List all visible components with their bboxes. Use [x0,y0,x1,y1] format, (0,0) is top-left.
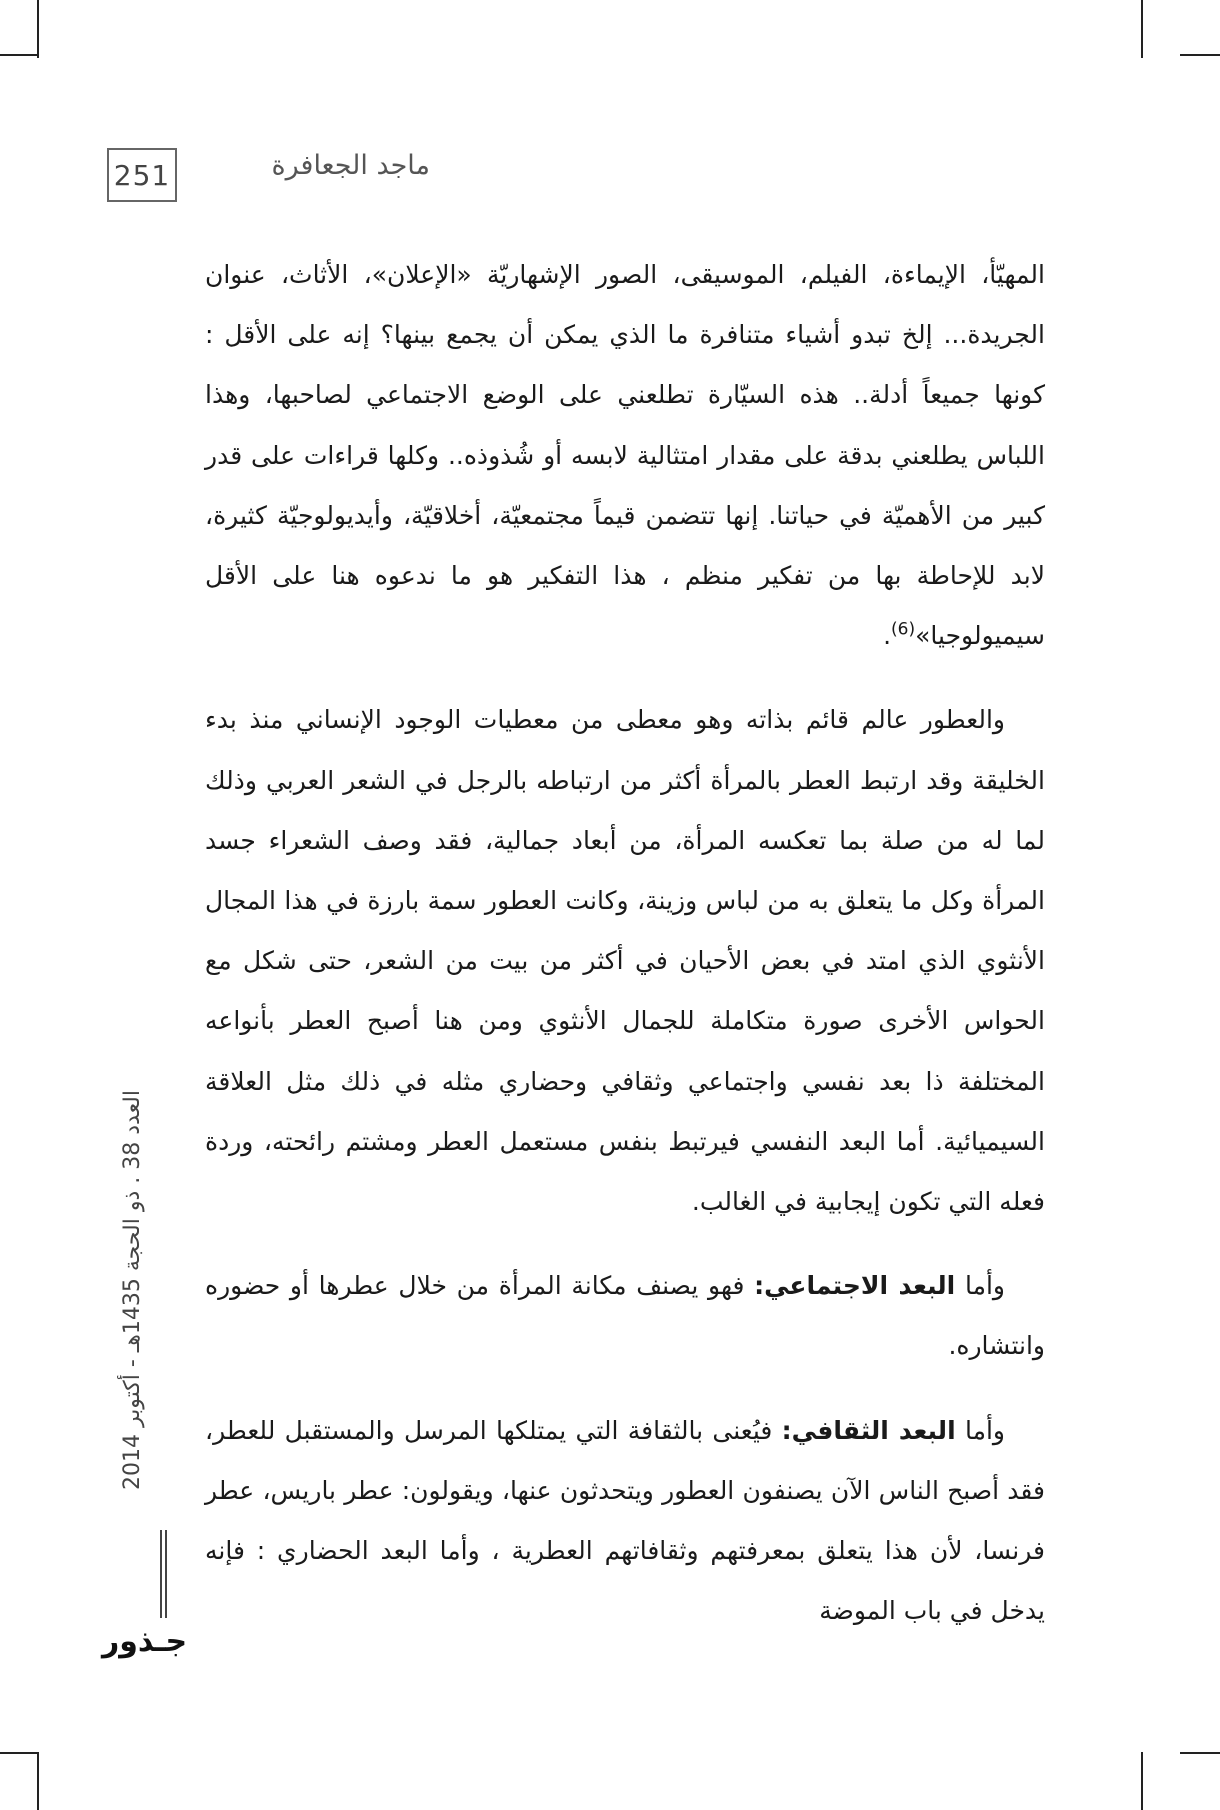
paragraph-text: المهيّأ، الإيماءة، الفيلم، الموسيقى، الصور الإشهاريّة «الإعلان»، الأثاث، عنوان الجريدة... إلخ تبدو أشياء متنافرة ما الذي يمكن أن يجمع بينها؟ إنه على الأقل : كونها جميعاً أدلة.. هذه السيّارة تطلعني على الوضع الاجتماعي لصاحبها، وهذا اللباس يطلعني بدقة على مقدار امتثالية لابسه أو شُذوذه.. وكلها قراءات على قدر كبير من الأهميّة في حياتنا. إنها تتضمن قيماً مجتمعيّة، أخلاقيّة، وأيديولوجيّة كثيرة، لابد للإحاطة بها من تفكير منظم ، هذا التفكير هو ما ندعوه هنا على الأقل سيميولوجيا» [205,260,1045,651]
paragraph [205,1401,1045,1642]
paragraph-text: فهو يصنف مكانة المرأة من خلال عطرها أو حضوره وانتشاره. [205,1271,1045,1361]
crop-mark [1141,0,1143,58]
paragraph-text: فيُعنى بالثقافة التي يمتلكها المرسل والمستقبل للعطر، فقد أصبح الناس الآن يصنفون العطور ويتحدثون عنها، ويقولون: عطر باريس، عطر فرنسا، لأن هذا يتعلق بمعرفتهم وثقافاتهم العطرية ، وأما البعد الحضاري : فإنه يدخل في باب الموضة [205,1415,1045,1626]
crop-mark [0,54,38,56]
section-term: البعد الاجتماعي: [754,1271,956,1301]
paragraph-text: والعطور عالم قائم بذاته وهو معطى من معطيات الوجود الإنساني منذ بدء الخليقة وقد ارتبط العطر بالمرأة أكثر من ارتباطه بالرجل في الشعر العربي وذلك لما له من صلة بما تعكسه المرأة، من أبعاد جمالية، فقد وصف الشعراء جسد المرأة وكل ما يتعلق به من لباس وزينة، وكانت العطور سمة بارزة في هذا المجال الأنثوي الذي امتد في بعض الأحيان في أكثر من بيت من الشعر، حتى شكل مع الحواس الأخرى صورة متكاملة للجمال الأنثوي ومن هنا أصبح العطر بأنواعه المختلفة ذا بعد نفسي واجتماعي وثقافي وحضاري مثله في ذلك مثل العلاقة السيميائية. أما البعد النفسي فيرتبط بنفس مستعمل العطر ومشتم رائحته، وردة فعله التي تكون إيجابية في الغالب. [205,705,1045,1217]
crop-mark [37,0,39,58]
paragraph [205,1256,1045,1376]
issue-label: العدد 38 . ذو الحجة 1435هـ - أكتوبر 2014 [120,1089,145,1490]
footnote-ref: (6) [891,619,916,640]
section-term: البعد الثقافي: [781,1415,956,1445]
paragraph [205,690,1045,1232]
crop-mark [1141,1752,1143,1810]
crop-mark [37,1752,39,1810]
paragraph [205,245,1045,666]
journal-logo: جـذور [102,1624,188,1659]
side-divider [160,1530,162,1618]
crop-mark [0,1752,38,1754]
paragraph-lead: وأما [955,1271,1005,1301]
crop-mark [1180,1752,1220,1754]
crop-mark [1180,54,1220,56]
article-body [205,245,1045,1641]
paragraph-end: . [883,621,892,651]
running-head-author: ماجد الجعافرة [271,150,430,181]
side-divider [165,1530,167,1618]
paragraph-lead: وأما [955,1415,1005,1445]
page-number: 251 [107,148,177,202]
